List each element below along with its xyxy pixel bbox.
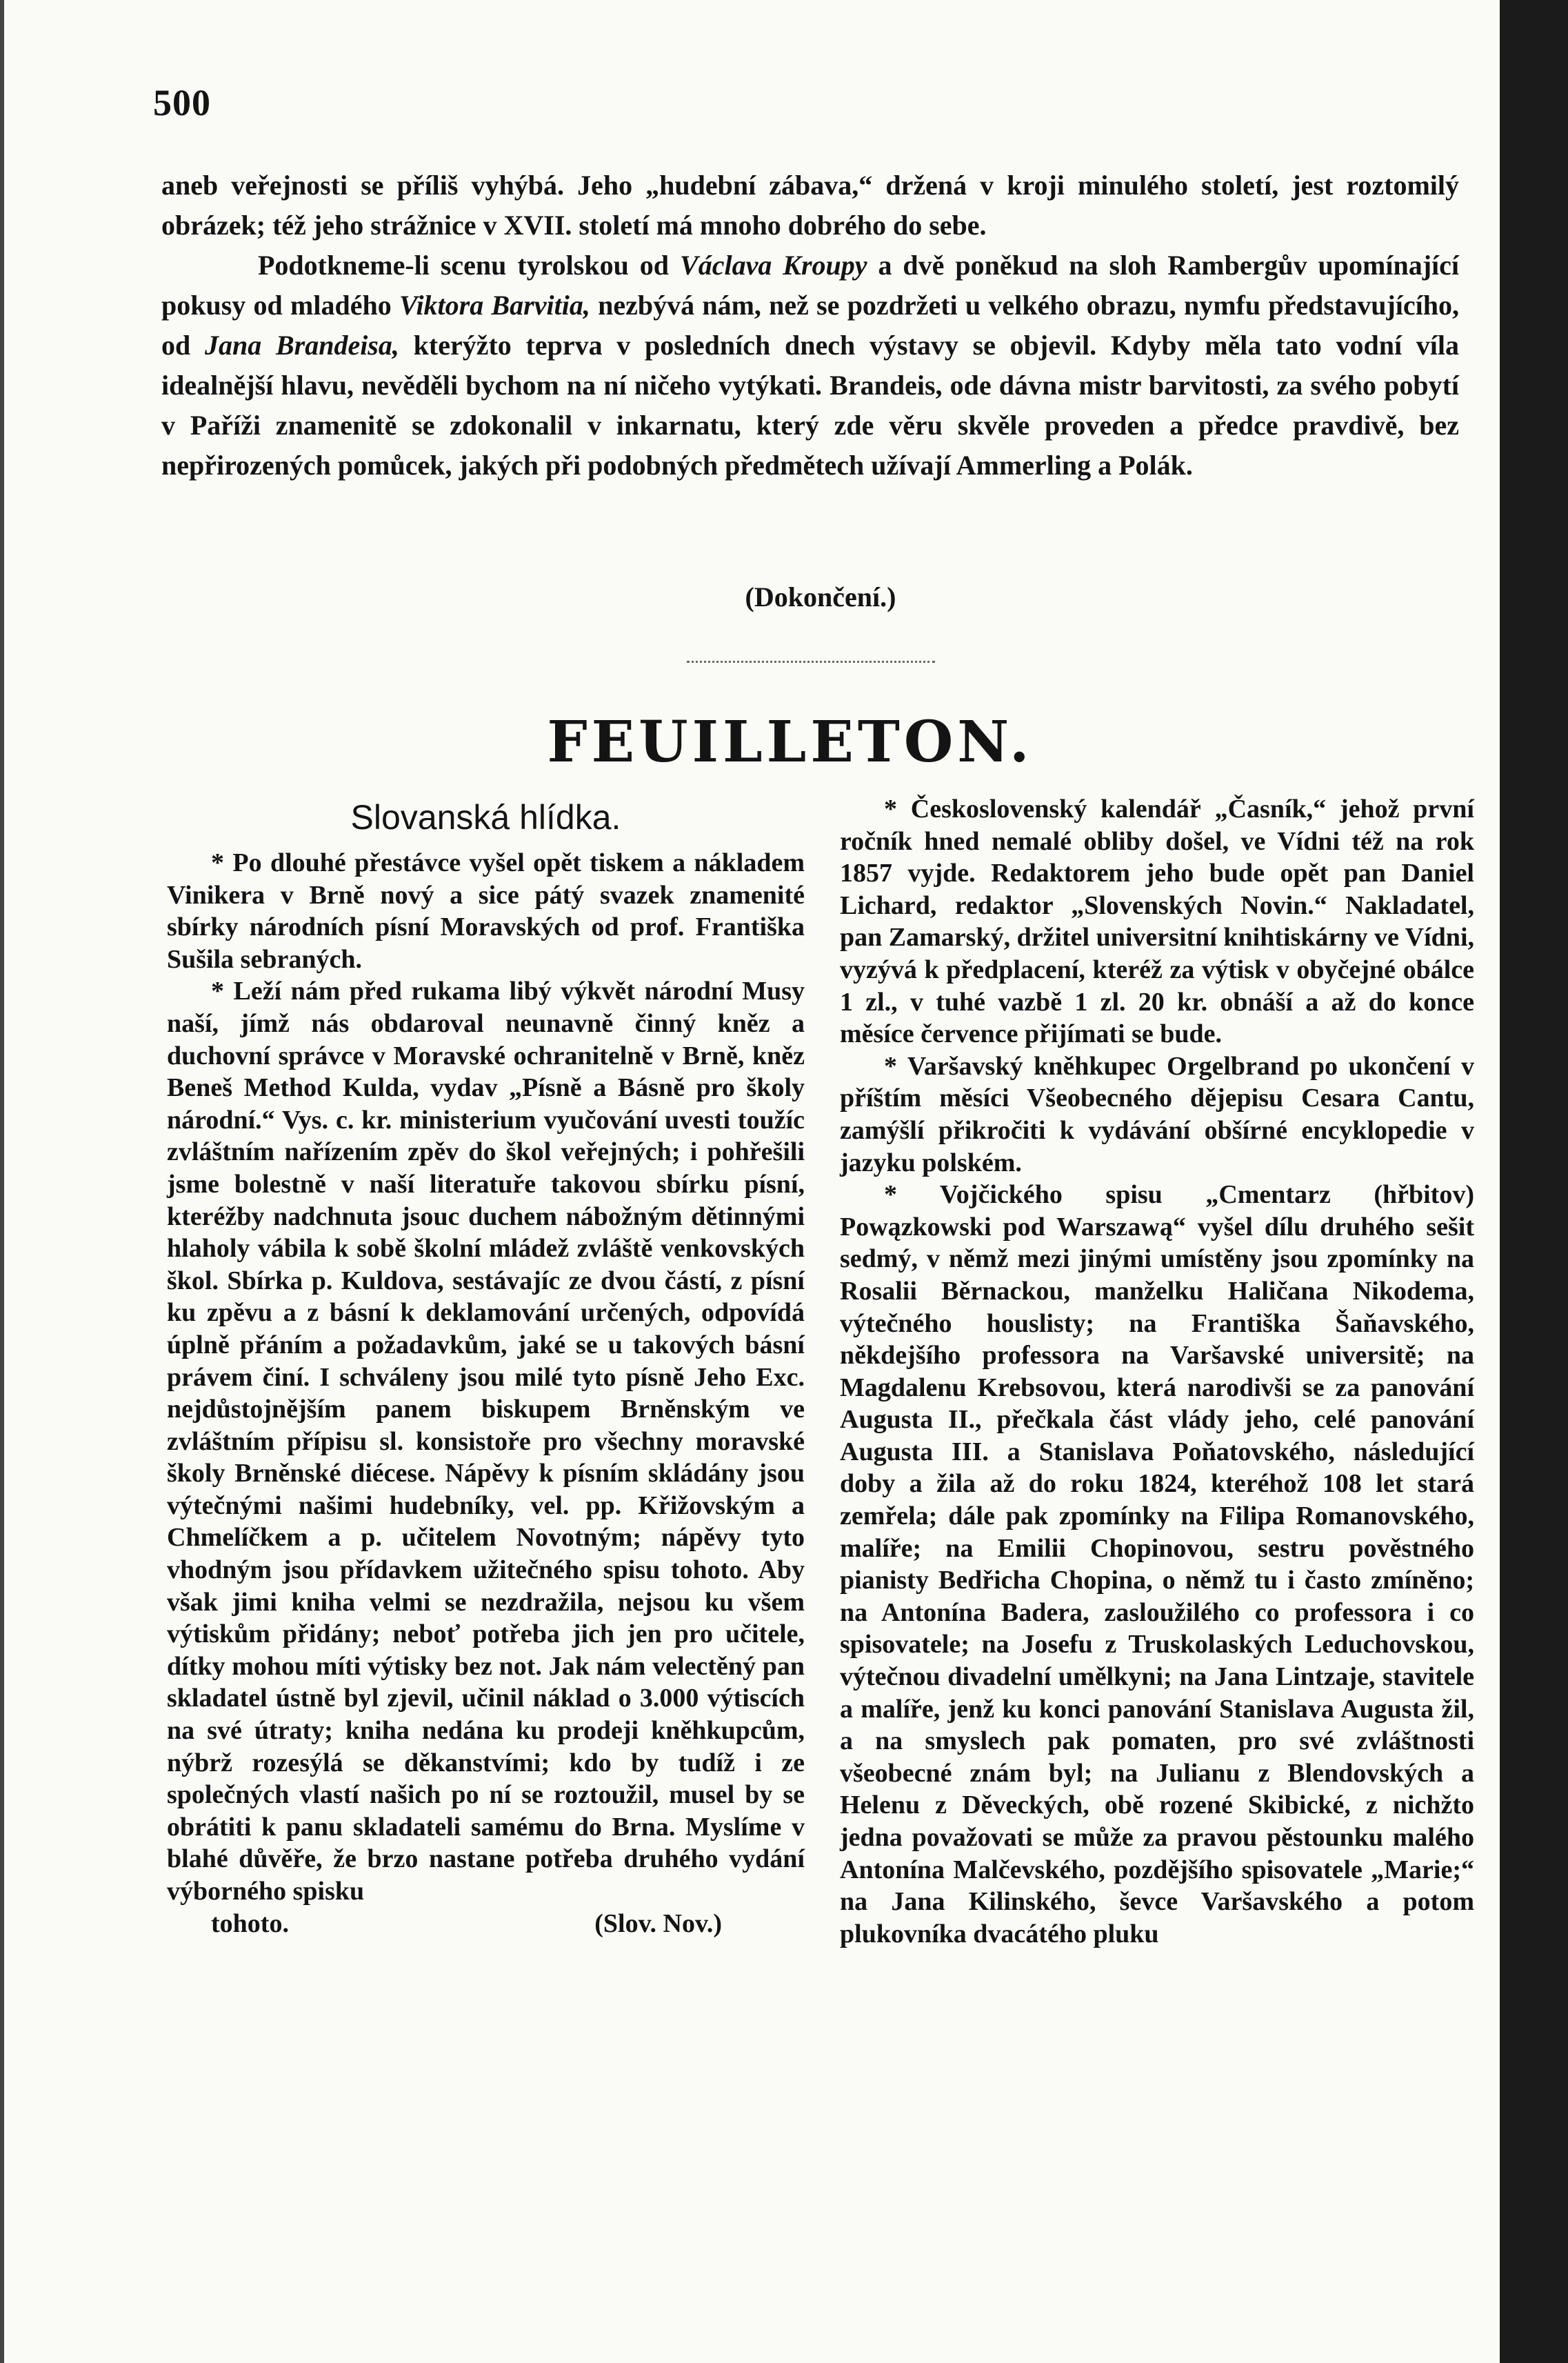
intro-article <box>161 166 1459 486</box>
to-be-continued-note: (Dokončení.) <box>745 581 896 612</box>
author-kroupa: Václava Kroupy <box>680 250 867 281</box>
left-last-word: tohoto. <box>211 1908 289 1938</box>
left-paragraph-signature <box>167 1908 805 1940</box>
section-divider <box>687 661 935 663</box>
intro-paragraph-1: aneb veřejnosti se příliš vyhýbá. Jeho „hudební zábava,“ držená v kroji minulého století, jest roztomilý obrázek; též jeho strážnice v XVII. století má mnoho dobrého do sebe. <box>161 170 1459 241</box>
intro-paragraph-2: Podotkneme-li scenu tyrolskou od Václava Kroupy a dvě poněkud na sloh Rambergův upomínající pokusy od mladého Viktora Barvitia, nezbývá nám, než se pozdržeti u velkého obrazu, nymfu představujícího, od Jana Brandeisa, kterýžto teprva v posledních dnech výstavy se objevil. Kdyby měla tato vodní víla idealnější hlavu, nevěděli bychom na ní ničeho vytýkati. Brandeis, ode dávna mistr barvitosti, za svého pobytí v Paříži znamenitě se zdokonalil v inkarnatu, který zde věru skvěle proveden a předce pravdivě, bez nepřirozených pomůcek, jakých při podobných předmětech užívají Ammerling a Polák. <box>161 250 1460 481</box>
page-number: 500 <box>153 82 211 123</box>
author-brandeis: Jana Brandeisa, <box>204 330 399 361</box>
left-paragraph-2: * Leží nám před rukama libý výkvět národní Musy naší, jímž nás obdaroval neunavně činný kněz a duchovní správce v Moravské ochranitelně v Brně, kněz Beneš Method Kulda, vydav „Písně a Básně pro školy národní.“ Vys. c. kr. ministerium vyučování uvesti toužíc zvláštním nařízením zpěv do škol veřejných; i pohřešili jsme bolestně v naší literatuře takovou sbírku písní, kteréžby nadchnuta jsouc duchem nábožným dětinnými hlaholy vábila k sobě školní mládež zvláště venkovských škol. Sbírka p. Kuldova, sestávajíc ze dvou částí, z písní ku zpěvu a z básní k deklamování určených, odpovídá úplně přáním a požadavkům, jaké se u takových básní právem činí. I schváleny jsou milé tyto písně Jeho Exc. nejdůstojnějším panem biskupem Brněnským ve zvláštním přípisu sl. konsistoře pro všechny moravské školy Brněnské diécese. Nápěvy k písním skládány jsou výtečnými našimi hudebníky, vel. pp. Křižovským a Chmelíčkem a p. učitelem Novotným; nápěvy tyto vhodným jsou přídavkem užitečného spisu tohoto. Aby však jimi kniha velmi se nezdražila, nejsou ku všem výtiskům přidány; neboť potřeba jich jen pro učitele, dítky mohou míti výtisky bez not. Jak nám velectěný pan skladatel ústně byl zjevil, učinil náklad o 3.000 výtiscích na své útraty; kniha nedána ku prodeji kněhkupcům, nýbrž rozesýlá se děkanstvími; kdo by tudíž i ze společných vlastí našich po ní se roztoužil, musel by se obrátiti k panu skladateli samému do Brna. Myslíme v blahé důvěře, že brzo nastane potřeba druhého vydání výborného spisku <box>167 977 805 1906</box>
right-paragraph-1: * Československý kalendář „Časník,“ jehož první ročník hned nemalé obliby došel, ve Vídni též na rok 1857 vyjde. Redaktorem jeho bude opět pan Daniel Lichard, redaktor „Slovenských Novin.“ Nakladatel, pan Zamarský, držitel universitní knihtiskárny ve Vídni, vyzývá k předplacení, kteréž za výtisk v obyčejné obálce 1 zl., v tuhé vazbě 1 zl. 20 kr. obnáší a až do konce měsíce července přijímati se bude. <box>840 795 1474 1049</box>
column-title: Slovanská hlídka. <box>350 798 621 837</box>
scan-border <box>1500 0 1568 2363</box>
right-paragraph-3: * Vojčického spisu „Cmentarz (hřbitov) Powązkowski pod Warszawą“ vyšel dílu druhého sešit sedmý, v němž mezi jinými umístěny jsou zpomínky na Rosalii Běrnackou, manželku Haličana Nikodema, výtečného houslisty; na Františka Šaňavského, někdejšího professora na Varšavské universitě; na Magdalenu Krebsovou, která narodivši se za panování Augusta II., přečkala část vlády jeho, celé panování Augusta III. a Stanislava Poňatovského, následující doby a žila až do roku 1824, kteréhož 108 let stará zemřela; dále pak zpomínky na Filipa Romanovského, malíře; na Emilii Chopinovou, sestru pověstného pianisty Bedřicha Chopina, o němž tu i často zmíněno; na Antonína Badera, zasloužilého co professora i co spisovatele; na Josefu z Truskolaských Leduchovskou, výtečnou divadelní umělkyni; na Jana Lintzaje, stavitele a malíře, jenž ku konci panování Stanislava Augusta žil, a na smyslech pak pomaten, pro své zvláštnosti všeobecné znám byl; na Julianu z Blendovských a Helenu z Děveckých, obě rozené Skibické, z nichžto jedna považovati se může za pravou pěstounku malého Antonína Malčevského, pozdějšího spisovatele „Marie;“ na Jana Kilinského, ševce Varšavského a potom plukovníka dvacátého pluku <box>840 1180 1474 1948</box>
section-heading-feuilleton: FEUILLETON. <box>547 709 1034 775</box>
right-column <box>840 793 1474 1950</box>
source-attribution: (Slov. Nov.) <box>594 1908 722 1938</box>
author-barvitius: Viktora Barvitia, <box>399 290 590 321</box>
right-paragraph-2: * Varšavský kněhkupec Orgelbrand po ukončení v příštím měsíci Všeobecného dějepisu Cesara Cantu, zamýšlí přikročiti k vydávání obšírné encyklopedie v jazyku polském. <box>840 1051 1474 1177</box>
left-paragraph-1: * Po dlouhé přestávce vyšel opět tiskem a nákladem Vinikera v Brně nový a sice pátý svazek znamenité sbírky národních písní Moravských od prof. Františka Sušila sebraných. <box>167 848 805 974</box>
left-column <box>167 793 805 1940</box>
